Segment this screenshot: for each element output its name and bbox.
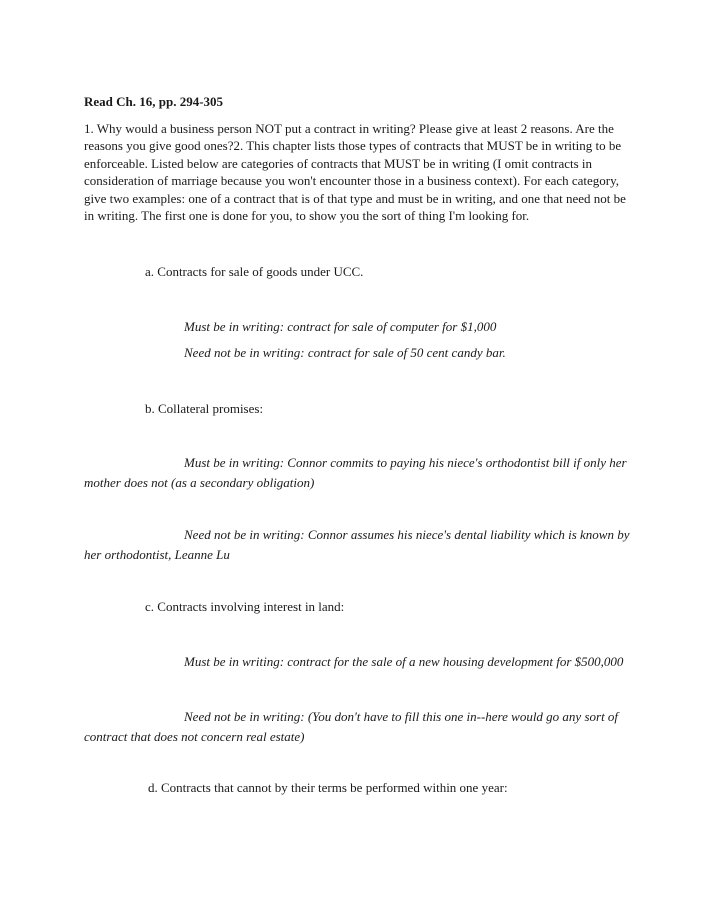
category-c-need-not-example: Need not be in writing: (You don't have to fill this one in--here would go any sort of contract that does not concern real estate) xyxy=(84,709,619,744)
category-b-label: b. Collateral promises: xyxy=(145,401,264,416)
question-paragraph: 1. Why would a business person NOT put a contract in writing? Please give at least 2 reasons. Are the reasons you give good ones?2. This chapter lists those types of contracts that MUST be in writing to be enforceable. Listed below are categories of contracts that MUST be in writing (I omit contracts in consideration of marriage because you won't encounter those in a business context). For each category, give two examples: one of a contract that is of that type and must be in writing, and one that need not be in writing. The first one is done for you, to show you the sort of thing I'm looking for. xyxy=(84,121,626,224)
reading-assignment-heading: Read Ch. 16, pp. 294-305 xyxy=(84,94,224,109)
category-a-must-example: Must be in writing: contract for sale of computer for $1,000 xyxy=(184,319,497,334)
category-c-label: c. Contracts involving interest in land: xyxy=(145,599,345,614)
category-b-must-example: Must be in writing: Connor commits to paying his niece's orthodontist bill if only her mother does not (as a secondary obligation) xyxy=(84,455,627,490)
category-a-need-not-example: Need not be in writing: contract for sale of 50 cent candy bar. xyxy=(184,345,506,360)
category-b-need-not-example: Need not be in writing: Connor assumes his niece's dental liability which is known by her orthodontist, Leanne Lu xyxy=(84,527,630,562)
category-d-label: d. Contracts that cannot by their terms be performed within one year: xyxy=(148,780,508,795)
category-a-label: a. Contracts for sale of goods under UCC. xyxy=(145,264,364,279)
category-c-must-example: Must be in writing: contract for the sale of a new housing development for $500,000 xyxy=(184,654,624,669)
